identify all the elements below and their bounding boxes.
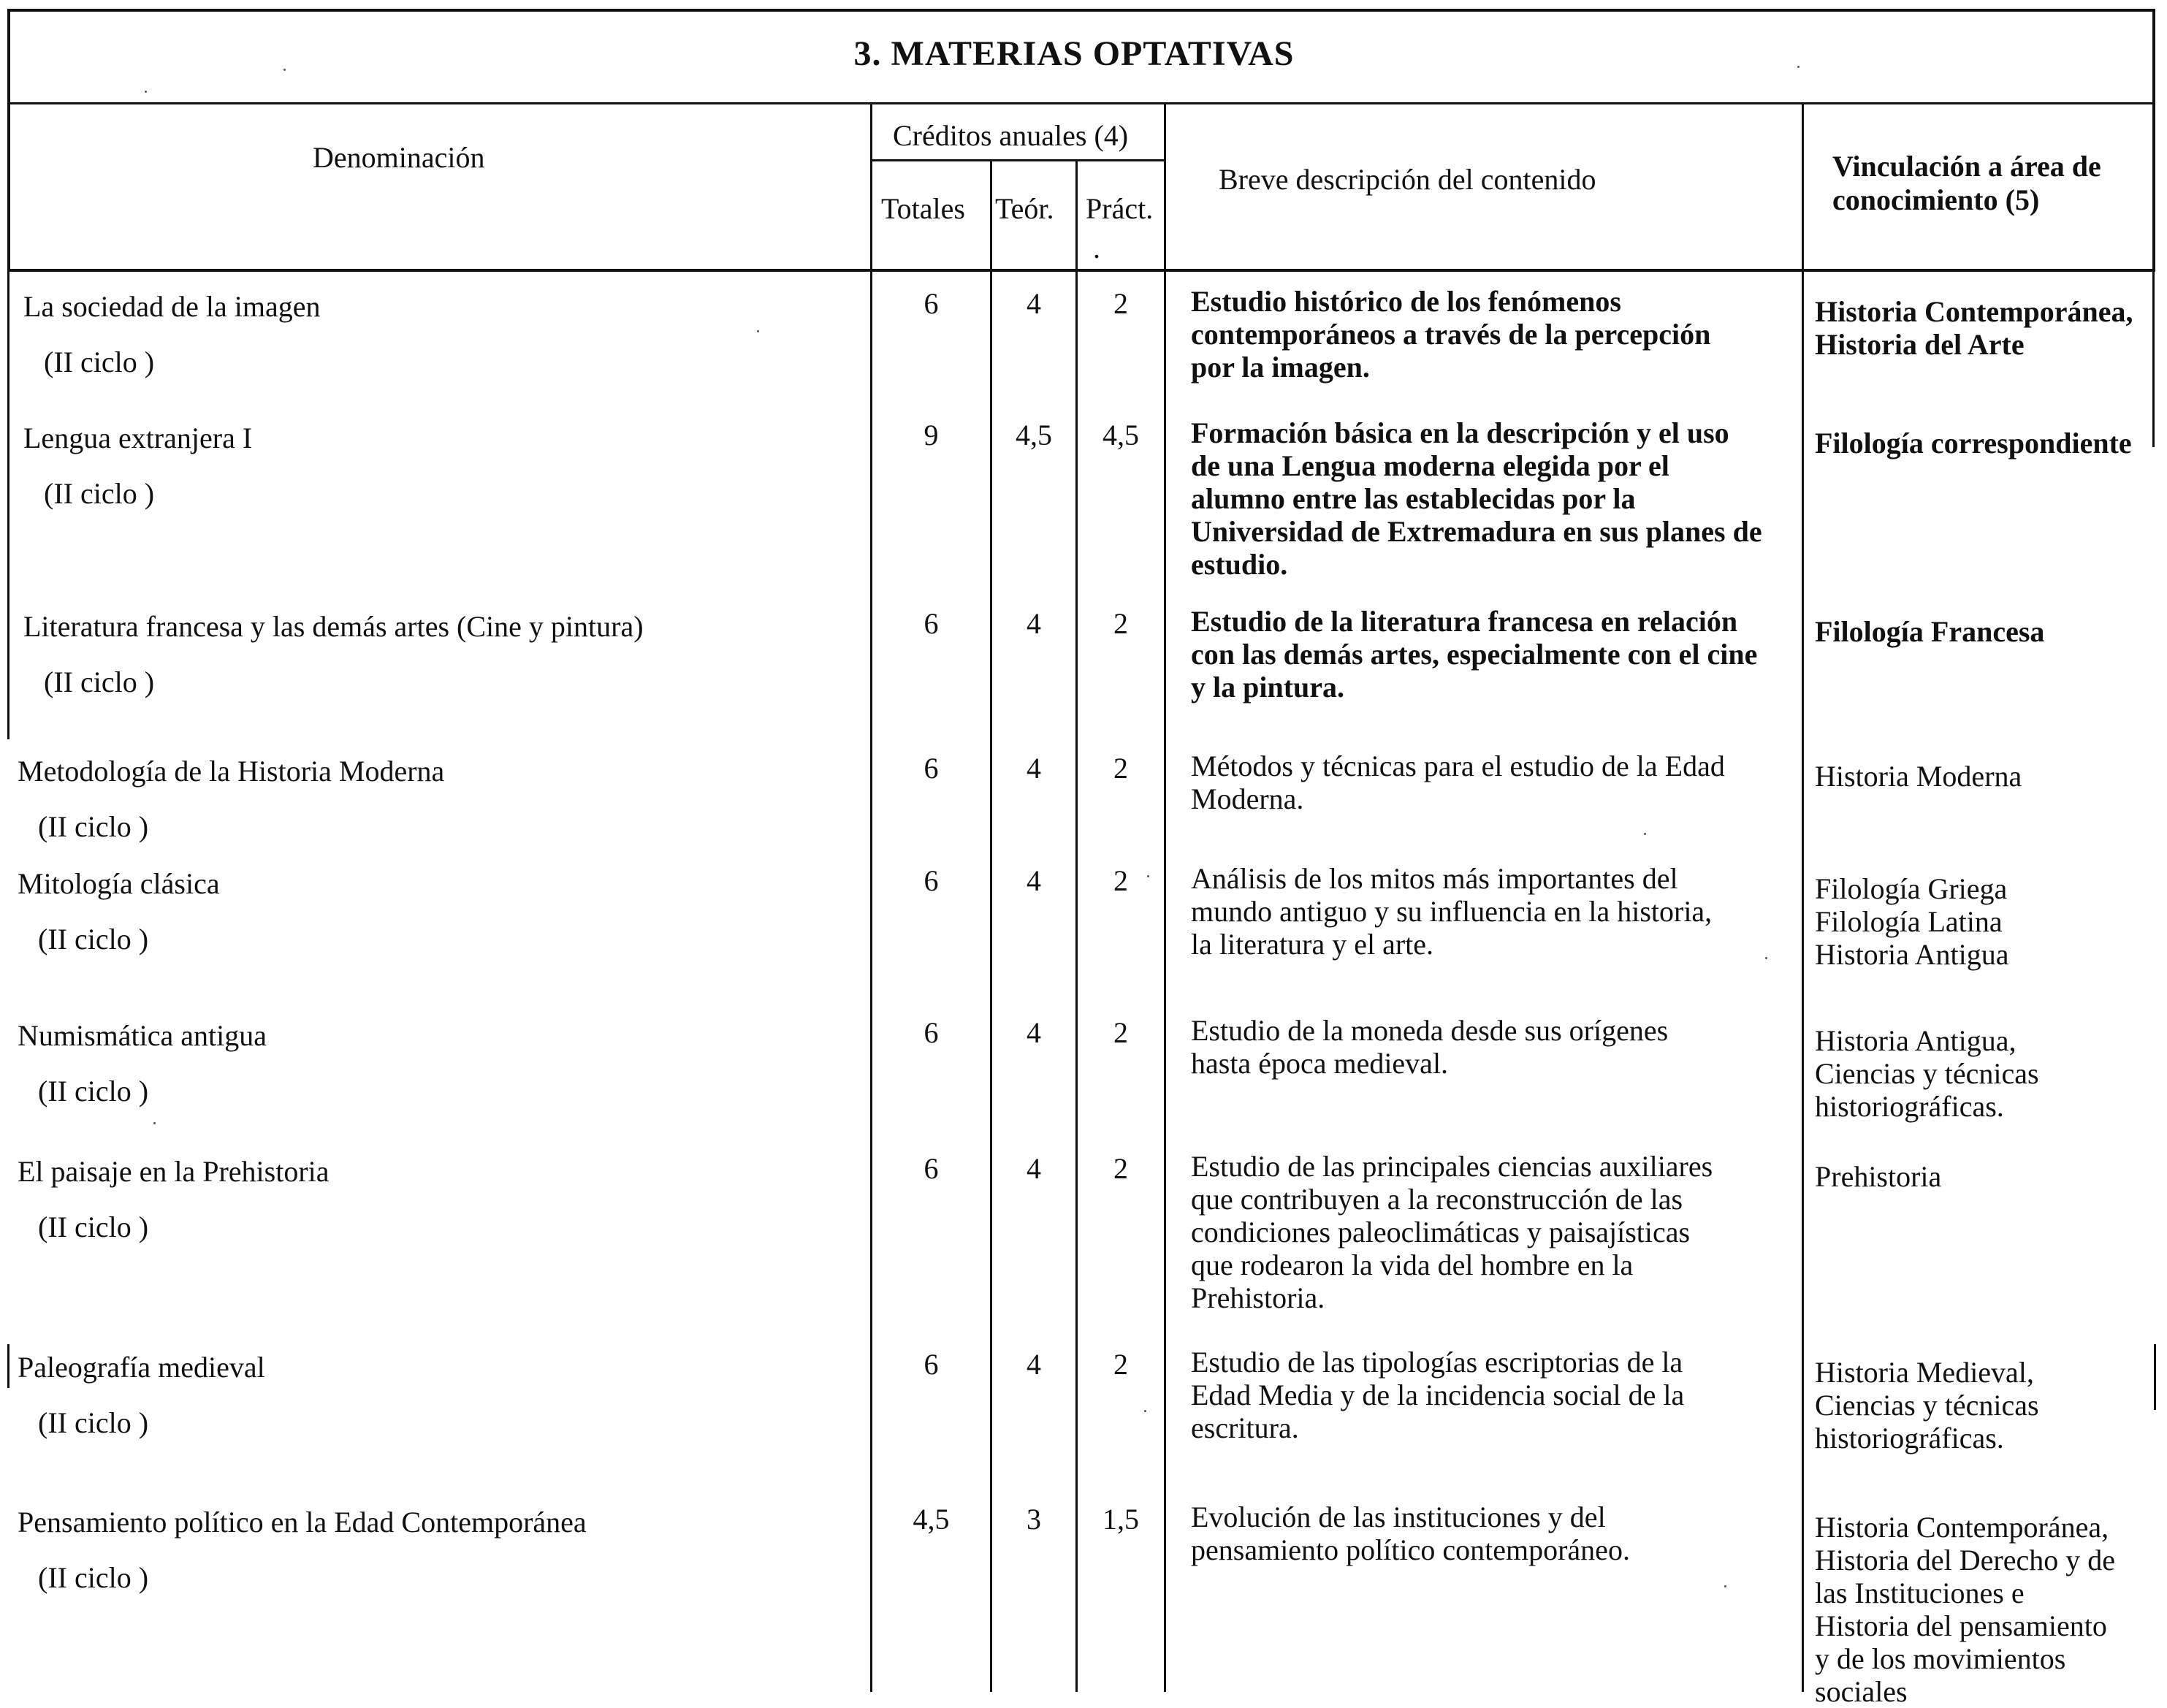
- header-vinculacion-line2: conocimiento (5): [1832, 183, 2040, 216]
- description-line: Análisis de los mitos más importantes del: [1191, 862, 1678, 895]
- area-line: Historia del pensamiento: [1815, 1609, 2107, 1642]
- area-line: Historia Contemporánea,: [1815, 1511, 2109, 1544]
- subject-cycle: (II ciclo ): [38, 1561, 149, 1594]
- knowledge-area: [1815, 427, 2151, 460]
- credits-totales: 9: [923, 419, 939, 451]
- header-vinculacion-line1: Vinculación a área de: [1832, 150, 2101, 183]
- area-line: sociales: [1815, 1675, 1908, 1708]
- content-description: [1191, 285, 1790, 384]
- area-line: Historia del Derecho y de: [1815, 1544, 2115, 1577]
- header-creditos: Créditos anuales (4): [893, 119, 1129, 152]
- credits-teor: 4: [1027, 864, 1041, 897]
- credits-teor: 4: [1027, 1016, 1041, 1049]
- credits-pract: 2: [1113, 752, 1128, 785]
- header-teor: Teór.: [995, 192, 1054, 225]
- area-line: Historia Antigua,: [1815, 1024, 2016, 1057]
- subject-cycle: (II ciclo ): [38, 810, 149, 843]
- page-title: 3. MATERIAS OPTATIVAS: [853, 34, 1295, 73]
- subject-cycle: (II ciclo ): [44, 346, 155, 378]
- credits-totales: 6: [923, 752, 939, 785]
- frame-left-fragment-1: [7, 272, 9, 739]
- area-line: Historia Medieval,: [1815, 1356, 2034, 1389]
- subject-cycle: (II ciclo ): [38, 1075, 149, 1107]
- credits-pract: 2: [1113, 1348, 1128, 1381]
- area-line: Filología Latina: [1815, 905, 2003, 938]
- col-divider-2: [990, 161, 992, 1692]
- subject-name: Pensamiento político en la Edad Contemporánea: [18, 1506, 587, 1539]
- subject-name: Paleografía medieval: [18, 1351, 265, 1384]
- knowledge-area: [1815, 1160, 2151, 1193]
- frame-right-fragment-2: [2154, 1344, 2156, 1410]
- subject-name: Numismática antigua: [18, 1019, 267, 1052]
- description-line: Evolución de las instituciones y del: [1191, 1501, 1606, 1533]
- description-line: por la imagen.: [1191, 351, 1370, 384]
- description-line: de una Lengua moderna elegida por el: [1191, 449, 1669, 482]
- col-divider-4: [1164, 102, 1166, 1692]
- description-line: contemporáneos a través de la percepción: [1191, 318, 1711, 351]
- credits-teor: 4: [1027, 1348, 1041, 1381]
- description-line: con las demás artes, especialmente con el cine: [1191, 638, 1758, 671]
- subject-cycle: (II ciclo ): [38, 1406, 149, 1439]
- area-line: Filología correspondiente: [1815, 427, 2132, 460]
- description-line: mundo antiguo y su influencia en la historia,: [1191, 895, 1713, 928]
- description-line: Estudio de la moneda desde sus orígenes: [1191, 1014, 1669, 1047]
- content-description: [1191, 750, 1790, 815]
- credits-teor: 4,5: [1016, 419, 1052, 451]
- description-line: estudio.: [1191, 548, 1288, 581]
- description-line: Métodos y técnicas para el estudio de la Edad: [1191, 750, 1725, 782]
- knowledge-area: [1815, 295, 2151, 361]
- scan-speck: [283, 69, 286, 71]
- area-line: historiográficas.: [1815, 1090, 2004, 1123]
- subject-name: Lengua extranjera I: [23, 422, 253, 454]
- scan-speck: [1724, 1585, 1726, 1587]
- description-line: Prehistoria.: [1191, 1281, 1325, 1314]
- area-line: Ciencias y técnicas: [1815, 1389, 2039, 1422]
- area-line: Prehistoria: [1815, 1160, 1942, 1193]
- scan-speck: [1144, 1410, 1146, 1412]
- knowledge-area: [1815, 760, 2151, 793]
- scan-speck: [757, 330, 759, 332]
- content-description: [1191, 1346, 1790, 1444]
- header-pract: Práct.: [1086, 192, 1154, 225]
- description-line: escritura.: [1191, 1411, 1299, 1444]
- subject-cycle: (II ciclo ): [38, 1211, 149, 1243]
- area-line: historiográficas.: [1815, 1422, 2004, 1455]
- knowledge-area: [1815, 615, 2151, 648]
- area-line: las Instituciones e: [1815, 1577, 2025, 1609]
- credits-pract: 2: [1113, 1016, 1128, 1049]
- scan-speck: [1147, 875, 1149, 877]
- col-divider-3: [1075, 161, 1078, 1692]
- description-line: Universidad de Extremadura en sus planes de: [1191, 515, 1762, 548]
- area-line: Historia del Arte: [1815, 328, 2025, 361]
- description-line: Formación básica en la descripción y el uso: [1191, 416, 1729, 449]
- credits-teor: 4: [1027, 1152, 1041, 1185]
- credits-teor: 3: [1027, 1503, 1041, 1536]
- knowledge-area: [1815, 1511, 2151, 1708]
- credits-pract: 1,5: [1102, 1503, 1139, 1536]
- header-denominacion: Denominación: [313, 141, 485, 174]
- credits-totales: 6: [923, 1152, 939, 1185]
- content-description: [1191, 1150, 1790, 1314]
- credits-pract: 2: [1113, 1152, 1128, 1185]
- description-line: que rodearon la vida del hombre en la: [1191, 1248, 1634, 1281]
- area-line: Ciencias y técnicas: [1815, 1057, 2039, 1090]
- header-totales: Totales: [881, 192, 965, 225]
- title-divider: [7, 102, 2155, 104]
- description-line: pensamiento político contemporáneo.: [1191, 1533, 1630, 1566]
- frame-right-fragment: [2152, 272, 2155, 447]
- description-line: la literatura y el arte.: [1191, 928, 1434, 961]
- col-divider-5: [1802, 102, 1804, 1692]
- knowledge-area: [1815, 872, 2151, 971]
- credits-totales: 6: [923, 1016, 939, 1049]
- content-description: [1191, 1501, 1790, 1566]
- scan-speck: [1797, 66, 1800, 68]
- scan-speck: [1765, 957, 1767, 959]
- area-line: Historia Antigua: [1815, 938, 2009, 971]
- credits-totales: 4,5: [913, 1503, 950, 1536]
- description-line: que contribuyen a la reconstrucción de las: [1191, 1183, 1683, 1216]
- subject-cycle: (II ciclo ): [38, 923, 149, 956]
- credits-totales: 6: [923, 607, 939, 640]
- credits-teor: 4: [1027, 607, 1041, 640]
- area-line: Filología Francesa: [1815, 615, 2045, 648]
- content-description: [1191, 605, 1790, 704]
- subject-name: Metodología de la Historia Moderna: [18, 755, 445, 788]
- area-line: Filología Griega: [1815, 872, 2008, 905]
- credits-pract: 2: [1113, 287, 1128, 320]
- description-line: Estudio de la literatura francesa en relación: [1191, 605, 1738, 638]
- scan-speck: [145, 91, 147, 93]
- description-line: y la pintura.: [1191, 671, 1345, 704]
- scan-speck: [1644, 833, 1646, 835]
- description-line: alumno entre las establecidas por la: [1191, 482, 1636, 515]
- frame-left-fragment-2: [7, 1344, 9, 1388]
- description-line: Estudio de las principales ciencias auxiliares: [1191, 1150, 1713, 1183]
- credits-pract: 2: [1113, 607, 1128, 640]
- description-line: Estudio de las tipologías escriptorias de la: [1191, 1346, 1683, 1379]
- content-description: [1191, 416, 1790, 581]
- description-line: Moderna.: [1191, 782, 1304, 815]
- description-line: Edad Media y de la incidencia social de la: [1191, 1379, 1685, 1411]
- area-line: Historia Contemporánea,: [1815, 295, 2133, 328]
- header-descripcion: Breve descripción del contenido: [1219, 163, 1596, 196]
- credits-totales: 6: [923, 864, 939, 897]
- credits-totales: 6: [923, 287, 939, 320]
- subject-name: Mitología clásica: [18, 867, 220, 900]
- area-line: y de los movimientos: [1815, 1642, 2066, 1675]
- description-line: condiciones paleoclimáticas y paisajísticas: [1191, 1216, 1691, 1248]
- knowledge-area: [1815, 1356, 2151, 1455]
- description-line: hasta época medieval.: [1191, 1047, 1449, 1080]
- header-pract-dot: .: [1093, 232, 1100, 264]
- area-line: Historia Moderna: [1815, 760, 2022, 793]
- subject-cycle: (II ciclo ): [44, 477, 155, 510]
- subject-name: La sociedad de la imagen: [23, 290, 321, 323]
- frame-right: [2152, 9, 2155, 272]
- content-description: [1191, 1014, 1790, 1080]
- credits-teor: 4: [1027, 752, 1041, 785]
- description-line: Estudio histórico de los fenómenos: [1191, 285, 1621, 318]
- subject-cycle: (II ciclo ): [44, 666, 155, 698]
- frame-top: [7, 9, 2155, 12]
- credits-pract: 2: [1113, 864, 1128, 897]
- content-description: [1191, 862, 1790, 961]
- scan-speck: [153, 1122, 156, 1124]
- credits-pract: 4,5: [1102, 419, 1139, 451]
- subject-name: El paisaje en la Prehistoria: [18, 1155, 330, 1188]
- col-divider-1: [870, 102, 872, 1692]
- creditos-divider: [870, 159, 1166, 161]
- credits-teor: 4: [1027, 287, 1041, 320]
- knowledge-area: [1815, 1024, 2151, 1123]
- subject-name: Literatura francesa y las demás artes (Cine y pintura): [23, 610, 644, 643]
- header-divider: [7, 269, 2155, 272]
- credits-totales: 6: [923, 1348, 939, 1381]
